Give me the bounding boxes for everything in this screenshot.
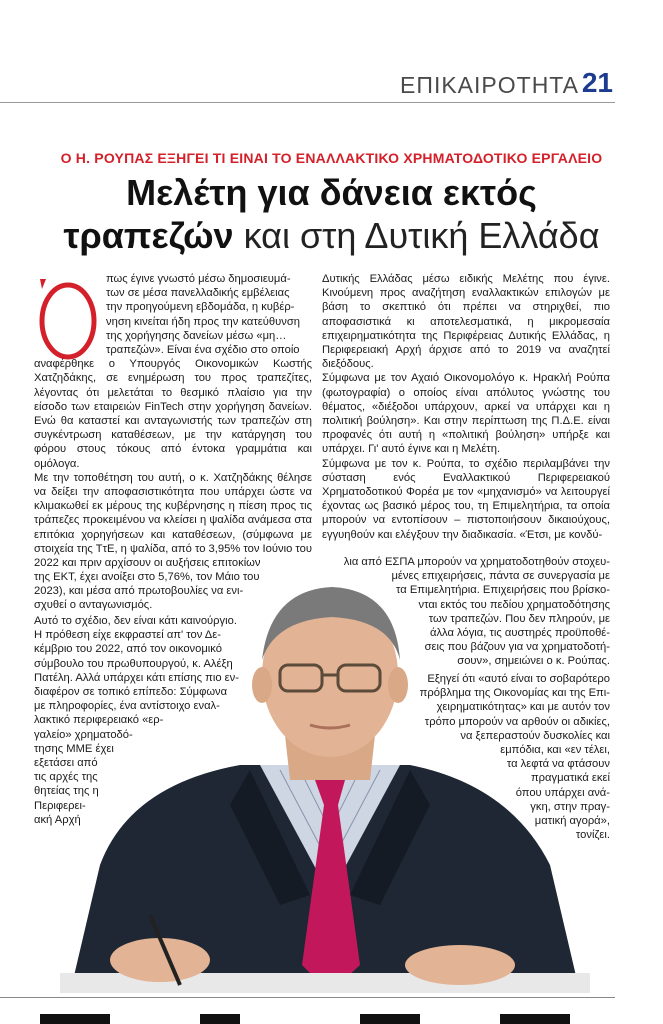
text-line: κέμβριο του 2022, από τον οικονομικό	[34, 643, 222, 656]
next-headline-fragment	[30, 1010, 630, 1024]
text-line: σύμβουλο του πρωθυπουργού, κ. Αλέξη	[34, 657, 233, 670]
text-line: των σε μέσα πανελλαδικής εμβέλειας	[106, 287, 290, 300]
lead-text	[106, 272, 312, 357]
text-line: τονίζει.	[575, 829, 610, 842]
text-line: σεις που βάζουν για να χρηματοδοτή-	[424, 641, 610, 654]
kicker: Ο Η. ΡΟΥΠΑΣ ΕΞΗΓΕΙ ΤΙ ΕΙΝΑΙ ΤΟ ΕΝΑΛΛΑΚΤΙΚΟ ΧΡΗΜΑΤΟΔΟΤΙΚΟ ΕΡΓΑΛΕΙΟ	[60, 150, 603, 166]
text-line: ματική αγορά»,	[534, 815, 610, 828]
text-line: ακή Αρχή	[34, 813, 81, 826]
text-line: χειρηματικότητας» και με αυτόν τον	[436, 701, 610, 714]
text-line: Περιφερει-	[34, 799, 86, 812]
text-line: Εξηγεί ότι «αυτό είναι το σοβαρότερο	[427, 673, 610, 685]
text-line: τραπεζών». Είναι ένα σχέδιο στο οποίο	[106, 344, 300, 357]
text-line: γκη, στην πραγ-	[530, 800, 610, 813]
page-header	[0, 67, 663, 106]
text-line: πρόβλημα της Οικονομίας και της Επι-	[419, 687, 610, 700]
text-line: να ξεπεραστούν δυσκολίες και	[460, 729, 610, 742]
text-line: Αυτό το σχέδιο, δεν είναι κάτι καινούργιο.	[34, 615, 237, 627]
text-line: πως έγινε γνωστό μέσω δημοσιευμά-	[106, 273, 291, 285]
paragraph: Σύμφωνα με τον Αχαιό Οικονομολόγο κ. Ηρακλή Ρούπα (φωτογραφία) ο οποίος είναι απόλυτος γνώστης του θέματος, «διέξοδοι υπάρχουν, αρκεί να υπάρχει και η πολιτική βούληση». Και στην περίπτωση της Π.Δ.Ε. είναι προφανές ότι αυτή η «πολιτική βούληση» υπήρξε και υπάρχει. Γι' αυτό έγινε και η Μελέτη.	[322, 372, 610, 456]
header-rule	[0, 102, 615, 103]
left-column	[34, 272, 312, 570]
paragraph: Σύμφωνα με τον κ. Ρούπα, το σχέδιο περιλαμβάνει την σύσταση ενός Εναλλακτικού Περιφερειακού Χρηματοδοτικού Φορέα με τον «μηχανισμό» να λειτουργεί έχοντας ως βασικό μέρος του, τη Επιμελητήρια, τα οποία μπορούν να εντοπίσουν – πιστοποιήσουν δικαιούχους, εγγυηθούν και ελέγξουν την διαδικασία. «Έτσι, με κονδύ-	[322, 457, 610, 541]
text-line: Πατέλη. Αλλά υπάρχει κάτι επίσης πιο εν-	[34, 671, 239, 684]
text-line: τα Επιμελητήρια. Επιχειρήσεις που βρίσκο-	[395, 584, 610, 597]
text-line: την προηγούμενη εβδομάδα, η κυβέρ-	[106, 301, 295, 314]
paragraph: Δυτικής Ελλάδας μέσω ειδικής Μελέτης που έγινε. Κινούμενη προς αναζήτηση εναλλακτικών επιλογών με βάση το σκεπτικό ότι πρέπει να στηριχθεί, πιο αποφασιστικά κι αποτελεσματικά, η μικρομεσαία επιχειρηματικότητα της Περιφέρειας Δυτικής Ελλάδας, η Περιφερειακή Αρχή άρχισε από το 2019 να αναζητεί διεξόδους.	[322, 273, 610, 371]
text-line: της ΕΚΤ, έχει ανοίξει στο 5,76%, τον Μάιο του	[34, 571, 260, 583]
portrait-photo	[40, 565, 600, 993]
bottom-rule	[0, 997, 615, 998]
headline-line-1: Μελέτη για δάνεια εκτός	[126, 172, 537, 213]
text-line: λακτικό περιφερειακό «ερ-	[34, 714, 164, 727]
paragraph: αναφέρθηκε ο Υπουργός Οικονομικών Κωστής Χατζηδάκης, σε ενημέρωση του προς τραπεζίτες, λέγοντας ότι μελετάται το θεσμικό πλαίσιο για την είσοδο των εταιρειών FinTech στην χορήγηση δανείων. Ενώ θα καταστεί και ανταγωνιστής των τραπεζών στη συγκέντρωση καταθέσεων, με την κατάργηση του φόρου στους τόκους από έντοκα γραμμάτια και ομόλογα.	[34, 358, 312, 470]
text-line: τησης ΜΜΕ έχει	[34, 742, 114, 755]
headline-rest: και στη Δυτική Ελλάδα	[233, 215, 600, 256]
text-line: τις αρχές της	[34, 771, 98, 784]
text-line: διαφέρον σε τοπικό επίπεδο: Σύμφωνα	[34, 686, 228, 699]
headline-bold-word: τραπεζών	[63, 215, 234, 256]
text-line: μένες επιχειρήσεις, πάντα σε συνεργασία με	[391, 570, 610, 583]
text-line: λια από ΕΣΠΑ μπορούν να χρηματοδοτηθούν στοχευ-	[343, 556, 610, 568]
text-line: θητείας της η	[34, 785, 99, 798]
text-line: εξετάσει από	[34, 757, 98, 770]
text-line: τα λεφτά να φτάσουν	[506, 758, 610, 771]
paragraph: Με την τοποθέτηση του αυτή, ο κ. Χατζηδάκης θέλησε να δείξει την αποφασιστικότητα που υπάρχει ώστε να κλιμακωθεί εκ μέρους της κυβέρνησης η πίεση προς τις τράπεζες προκειμένου να κλείσει η ψαλίδα ανάμεσα στα επιτόκια χορηγήσεων και καταθέσεων, (σύμφωνα με στοιχεία της ΤτΕ, η ψαλίδα, από το 3,95% τον Ιούνιο του 2022 και πριν αρχίσουν οι αυξήσεις επιτοκίων	[34, 471, 313, 570]
headline-line-2	[0, 215, 663, 257]
text-line: πραγματικά εκεί	[530, 772, 610, 785]
text-line: νηση κινείται ήδη προς την κατεύθυνση	[106, 315, 300, 328]
text-line: σχυθεί ο ανταγωνισμός.	[34, 599, 153, 612]
section-name: ΕΠΙΚΑΙΡΟΤΗΤΑ	[400, 72, 579, 98]
text-line: τρόπο μπορούν να αρθούν οι αδικίες,	[424, 715, 610, 728]
text-line: Η πρόθεση είχε εκφραστεί απ' τον Δε-	[34, 629, 221, 642]
text-line: 2023), και μέσα από πρωτοβουλίες να ενι-	[34, 585, 244, 598]
text-line: των τραπεζών. Που δεν πληρούν, με	[428, 612, 610, 625]
right-column	[322, 272, 610, 542]
text-line: με πληροφορίες, ένα αντίστοιχο εναλ-	[34, 700, 220, 713]
page-number: 21	[581, 67, 613, 98]
text-line: σουν», σημειώνει ο κ. Ρούπας.	[457, 655, 610, 668]
text-line: όπου υπάρχει ανά-	[515, 786, 610, 799]
text-line: γαλείο» χρηματοδό-	[34, 728, 133, 741]
text-line: άλλα λόγια, τις αυστηρές προϋποθέ-	[430, 627, 610, 640]
text-line: της χορήγησης δανείων μέσω «μη…	[106, 329, 287, 342]
text-line: εμπόδια, και «εν τέλει,	[500, 744, 610, 757]
text-line: νται εκτός του πεδίου χρηματοδότησης	[418, 598, 610, 611]
